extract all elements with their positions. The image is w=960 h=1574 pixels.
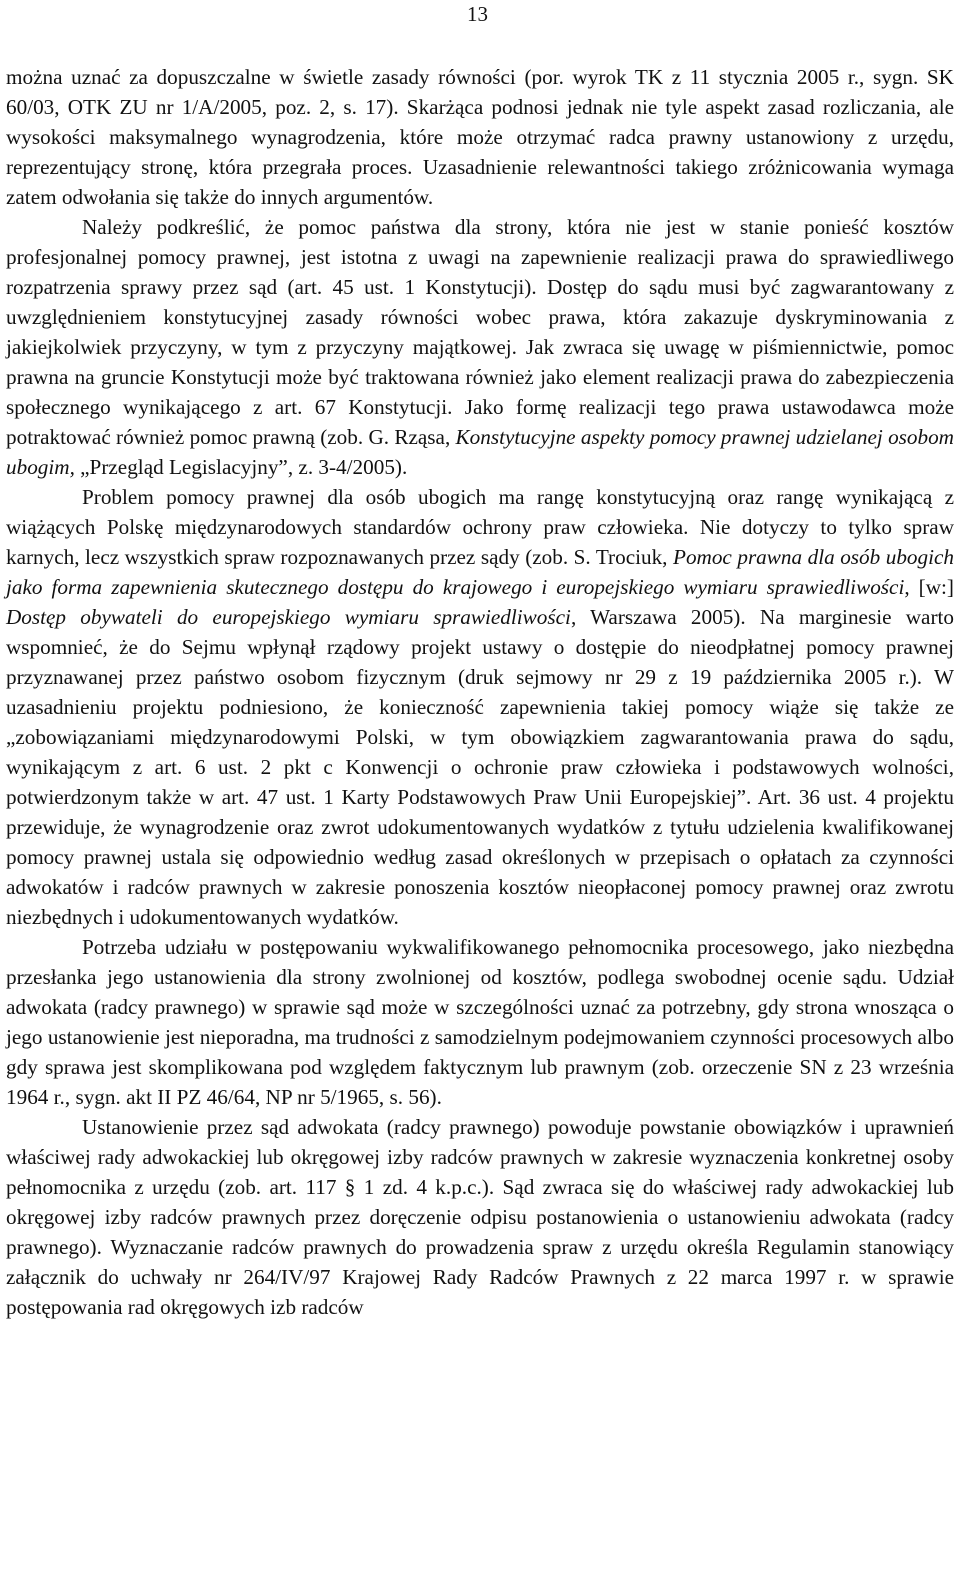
paragraph-p3 xyxy=(6,482,954,932)
citation-title: Konstytucyjne aspekty pomocy prawnej udzielanej osobom ubogim, xyxy=(6,425,954,479)
paragraph-text: można uznać za dopuszczalne w świetle zasady równości (por. wyrok TK z 11 stycznia 2005 r., sygn. SK 60/03, OTK ZU nr 1/A/2005, poz. 2, s. 17). Skarżąca podnosi jednak nie tyle aspekt zasad rozliczania, ale wysokości maksymalnego wynagrodzenia, które może otrzymać radca prawny ustanowiony z urzędu, reprezentujący stronę, która przegrała proces. Uzasadnienie relewantności takiego zróżnicowania wymaga zatem odwołania się także do innych argumentów. xyxy=(6,65,954,209)
paragraph-p5 xyxy=(6,1112,954,1322)
paragraph-text: , [w:] xyxy=(904,575,954,599)
paragraph-text: „Przegląd Legislacyjny”, z. 3-4/2005). xyxy=(74,455,408,479)
document-body xyxy=(6,62,954,1322)
page-number: 13 xyxy=(467,2,488,26)
paragraph-text: Należy podkreślić, że pomoc państwa dla strony, która nie jest w stanie ponieść kosztów profesjonalnej pomocy prawnej, jest istotna z uwagi na zapewnienie realizacji prawa do sprawiedliwego rozpatrzenia sprawy przez sąd (art. 45 ust. 1 Konstytucji). Dostęp do sądu musi być zagwarantowany z uwzględnieniem konstytucyjnej zasady równości wobec prawa, która zakazuje dyskryminowania z jakiejkolwiek przyczyny, w tym z przyczyny majątkowej. Jak zwraca się uwagę w piśmiennictwie, pomoc prawna na gruncie Konstytucji może być traktowana również jako element realizacji prawa do zabezpieczenia społecznego wynikającego z art. 67 Konstytucji. Jako formę realizacji tego prawa ustawodawca może potraktować również pomoc prawną (zob. G. Rząsa, xyxy=(6,215,954,449)
paragraph-p1 xyxy=(6,62,954,212)
paragraph-text: Potrzeba udziału w postępowaniu wykwalifikowanego pełnomocnika procesowego, jako niezbędna przesłanka jego ustanowienia dla strony zwolnionej od kosztów, podlega swobodnej ocenie sądu. Udział adwokata (radcy prawnego) w sprawie sąd może w szczególności uznać za potrzebny, gdy strona wnosząca o jego ustanowienie jest nieporadna, ma trudności z samodzielnym podejmowaniem czynności procesowych albo gdy sprawa jest skomplikowana pod względem faktycznym lub prawnym (zob. orzeczenie SN z 23 września 1964 r., sygn. akt II PZ 46/64, NP nr 5/1965, s. 56). xyxy=(6,935,954,1109)
citation-title: Dostęp obywateli do europejskiego wymiaru sprawiedliwości xyxy=(6,605,571,629)
paragraph-text: Ustanowienie przez sąd adwokata (radcy prawnego) powoduje powstanie obowiązków i uprawnień właściwej rady adwokackiej lub okręgowej izby radców prawnych w zakresie wyznaczenia konkretnej osoby pełnomocnika z urzędu (zob. art. 117 § 1 zd. 4 k.p.c.). Sąd zwraca się do właściwej rady adwokackiej lub okręgowej izby radców prawnych przez doręczenie odpisu postanowienia o ustanowieniu adwokata (radcy prawnego). Wyznaczanie radców prawnych do prowadzenia spraw z urzędu określa Regulamin stanowiący załącznik do uchwały nr 264/IV/97 Krajowej Rady Radców Prawnych z 22 marca 1997 r. w sprawie postępowania rad okręgowych izb radców xyxy=(6,1115,954,1319)
paragraph-text: Problem pomocy prawnej dla osób ubogich ma rangę konstytucyjną oraz rangę wynikającą z wiążących Polskę międzynarodowych standardów ochrony praw człowieka. Nie dotyczy to tylko spraw karnych, lecz wszystkich spraw rozpoznawanych przez sądy (zob. S. Trociuk, xyxy=(6,485,954,569)
paragraph-p4 xyxy=(6,932,954,1112)
citation-title: Pomoc prawna dla osób ubogich jako forma zapewnienia skutecznego dostępu do krajowego i europejskiego wymiaru sprawiedliwości xyxy=(6,545,954,599)
paragraph-p2 xyxy=(6,212,954,482)
paragraph-text: , Warszawa 2005). Na marginesie warto wspomnieć, że do Sejmu wpłynął rządowy projekt ustawy o dostępie do nieodpłatnej pomocy prawnej przyznawanej przez państwo osobom fizycznym (druk sejmowy nr 29 z 19 października 2005 r.). W uzasadnieniu projektu podniesiono, że konieczność zapewnienia takiej pomocy wiąże się także ze „zobowiązaniami międzynarodowymi Polski, w tym obowiązkiem zagwarantowania prawa do sądu, wynikającym z art. 6 ust. 2 pkt c Konwencji o ochronie praw człowieka i podstawowych wolności, potwierdzonym także w art. 47 ust. 1 Karty Podstawowych Praw Unii Europejskiej”. Art. 36 ust. 4 projektu przewiduje, że wynagrodzenie oraz zwrot udokumentowanych wydatków z tytułu udzielenia kwalifikowanej pomocy prawnej ustala się odpowiednio według zasad określonych w przepisach o opłatach za czynności adwokatów i radców prawnych w zakresie ponoszenia kosztów nieopłaconej pomocy prawnej oraz zwrotu niezbędnych i udokumentowanych wydatków. xyxy=(6,605,954,929)
